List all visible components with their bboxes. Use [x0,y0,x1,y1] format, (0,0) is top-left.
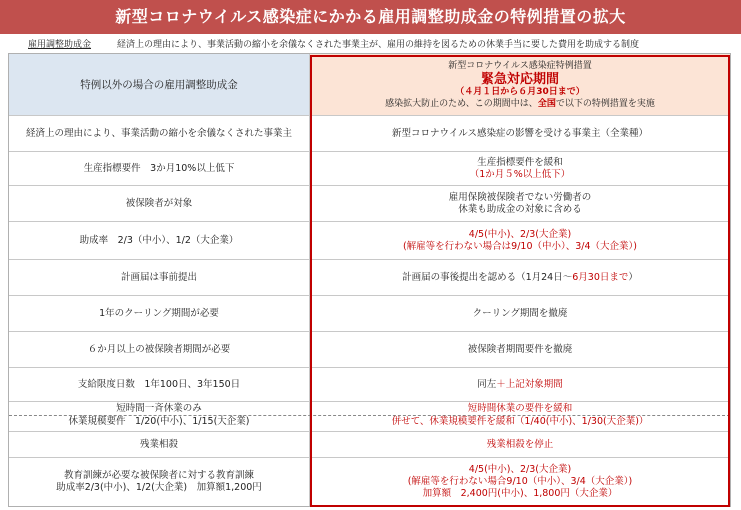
cell-text-red: （1か月５%以上低下） [469,168,571,180]
cell-text: 計画届は事前提出 [120,271,197,283]
table-row [9,116,730,152]
row-special-cell [309,416,730,431]
cell-text: 短時間一斉休業のみ [116,403,202,414]
cell-text-red: 4/5(中小)、2/3(大企業) [468,228,572,240]
cell-text: 生産指標要件 3か月10%以上低下 [83,162,235,174]
header-period-dates: （４月１日から６月30日まで） [455,86,585,97]
row-special-cell [309,116,730,151]
cell-text: 生産指標要件を緩和 [477,156,563,168]
cell-text: 新型コロナウイルス感染症の影響を受ける事業主（全業種） [392,127,648,139]
cell-text: 支給限度日数 1年100日、3年150日 [77,378,241,390]
cell-text-part: 計画届の事後提出を認める（1月24日～ [402,271,573,283]
comparison-table [8,53,731,507]
definition-term: 雇用調整助成金 [28,40,92,50]
cell-text-red: 6月30日まで [572,271,629,283]
table-row [9,416,730,432]
table-row [9,432,730,458]
row-normal-cell [9,152,309,185]
row-special-cell [309,152,730,185]
cell-text [477,379,563,391]
cell-text-red: 併せて、休業規模要件を緩和（1/40(中小)、1/30(大企業)） [391,416,649,427]
cell-text: 被保険者が対象 [125,197,193,209]
definition-text: 経済上の理由により、事業活動の縮小を余儀なくされた事業主が、雇用の維持を図るための休業手当に要した費用を助成する制度 [117,40,640,50]
cell-text: 助成率2/3(中小)、1/2(大企業) 加算額1,200円 [56,482,262,493]
row-special-cell [309,368,730,401]
table-row [9,186,730,222]
table-row [9,332,730,368]
header-normal-case: 特例以外の場合の雇用調整助成金 [9,54,309,115]
table-header-row [9,54,730,116]
cell-text: 助成率 2/3（中小）、1/2（大企業） [79,234,239,246]
cell-text: 経済上の理由により、事業活動の縮小を余儀なくされた事業主 [25,127,292,139]
row-special-cell [309,332,730,367]
cell-text: クーリング期間を撤廃 [472,307,568,319]
cell-text: 1年のクーリング期間が必要 [99,307,219,319]
cell-text: 休業も助成金の対象に含める [458,203,582,215]
cell-text: 教育訓練が必要な被保険者に対する教育訓練 [63,470,254,481]
cell-text: 被保険者期間要件を撤廃 [467,343,573,355]
cell-text-red: 短時間休業の要件を緩和 [467,403,573,414]
cell-text-red: 加算額 2,400円(中小)、1,800円（大企業） [422,488,618,499]
row-normal-cell [9,416,309,431]
cell-text: 雇用保険被保険者でない労働者の [448,191,592,203]
cell-text [402,272,638,284]
row-normal-cell [9,432,309,457]
row-normal-cell [9,402,309,415]
header-special-measures [309,54,730,115]
table-row [9,402,730,416]
row-special-cell [309,186,730,221]
header-period-note [385,98,655,110]
cell-text: ６か月以上の被保険者期間が必要 [87,343,231,355]
cell-text: 残業相殺 [139,438,178,450]
row-special-cell [309,402,730,415]
row-normal-cell [9,116,309,151]
table-row [9,260,730,296]
cell-text-part: ） [628,271,638,283]
row-normal-cell [9,222,309,259]
header-note-bold: 全国 [537,98,556,109]
table-row [9,222,730,260]
cell-text: 休業規模要件 1/20(中小)、1/15(大企業) [68,416,250,427]
row-special-cell [309,296,730,331]
header-note-pre: 感染拡大防止のため、この期間中は、 [385,98,538,109]
cell-text-red: (解雇等を行わない場合は9/10（中小）、3/4（大企業）) [402,240,638,252]
row-normal-cell [9,458,309,506]
table-row [9,458,730,506]
row-special-cell [309,260,730,295]
cell-text-red: 残業相殺を停止 [486,438,554,450]
table-row [9,296,730,332]
cell-text-part: 同左 [477,378,497,390]
page-title: 新型コロナウイルス感染症にかかる雇用調整助成金の特例措置の拡大 [0,0,741,34]
row-special-cell [309,458,730,506]
cell-text-red: (解雇等を行わない場合9/10（中小）、3/4（大企業）) [407,476,633,487]
row-normal-cell [9,368,309,401]
table-row [9,152,730,186]
row-normal-cell [9,332,309,367]
definition-line [8,38,738,52]
row-normal-cell [9,296,309,331]
cell-text-red: 4/5(中小)、2/3(大企業) [468,464,572,475]
row-normal-cell [9,186,309,221]
header-emergency-period: 緊急対応期間 [480,71,559,87]
row-special-cell [309,222,730,259]
table-row [9,368,730,402]
cell-text-red: ＋上記対象期間 [496,378,563,390]
header-note-post: で以下の特例措置を実施 [555,98,655,109]
row-normal-cell [9,260,309,295]
row-special-cell [309,432,730,457]
header-special-title: 新型コロナウイルス感染症特例措置 [448,60,592,71]
